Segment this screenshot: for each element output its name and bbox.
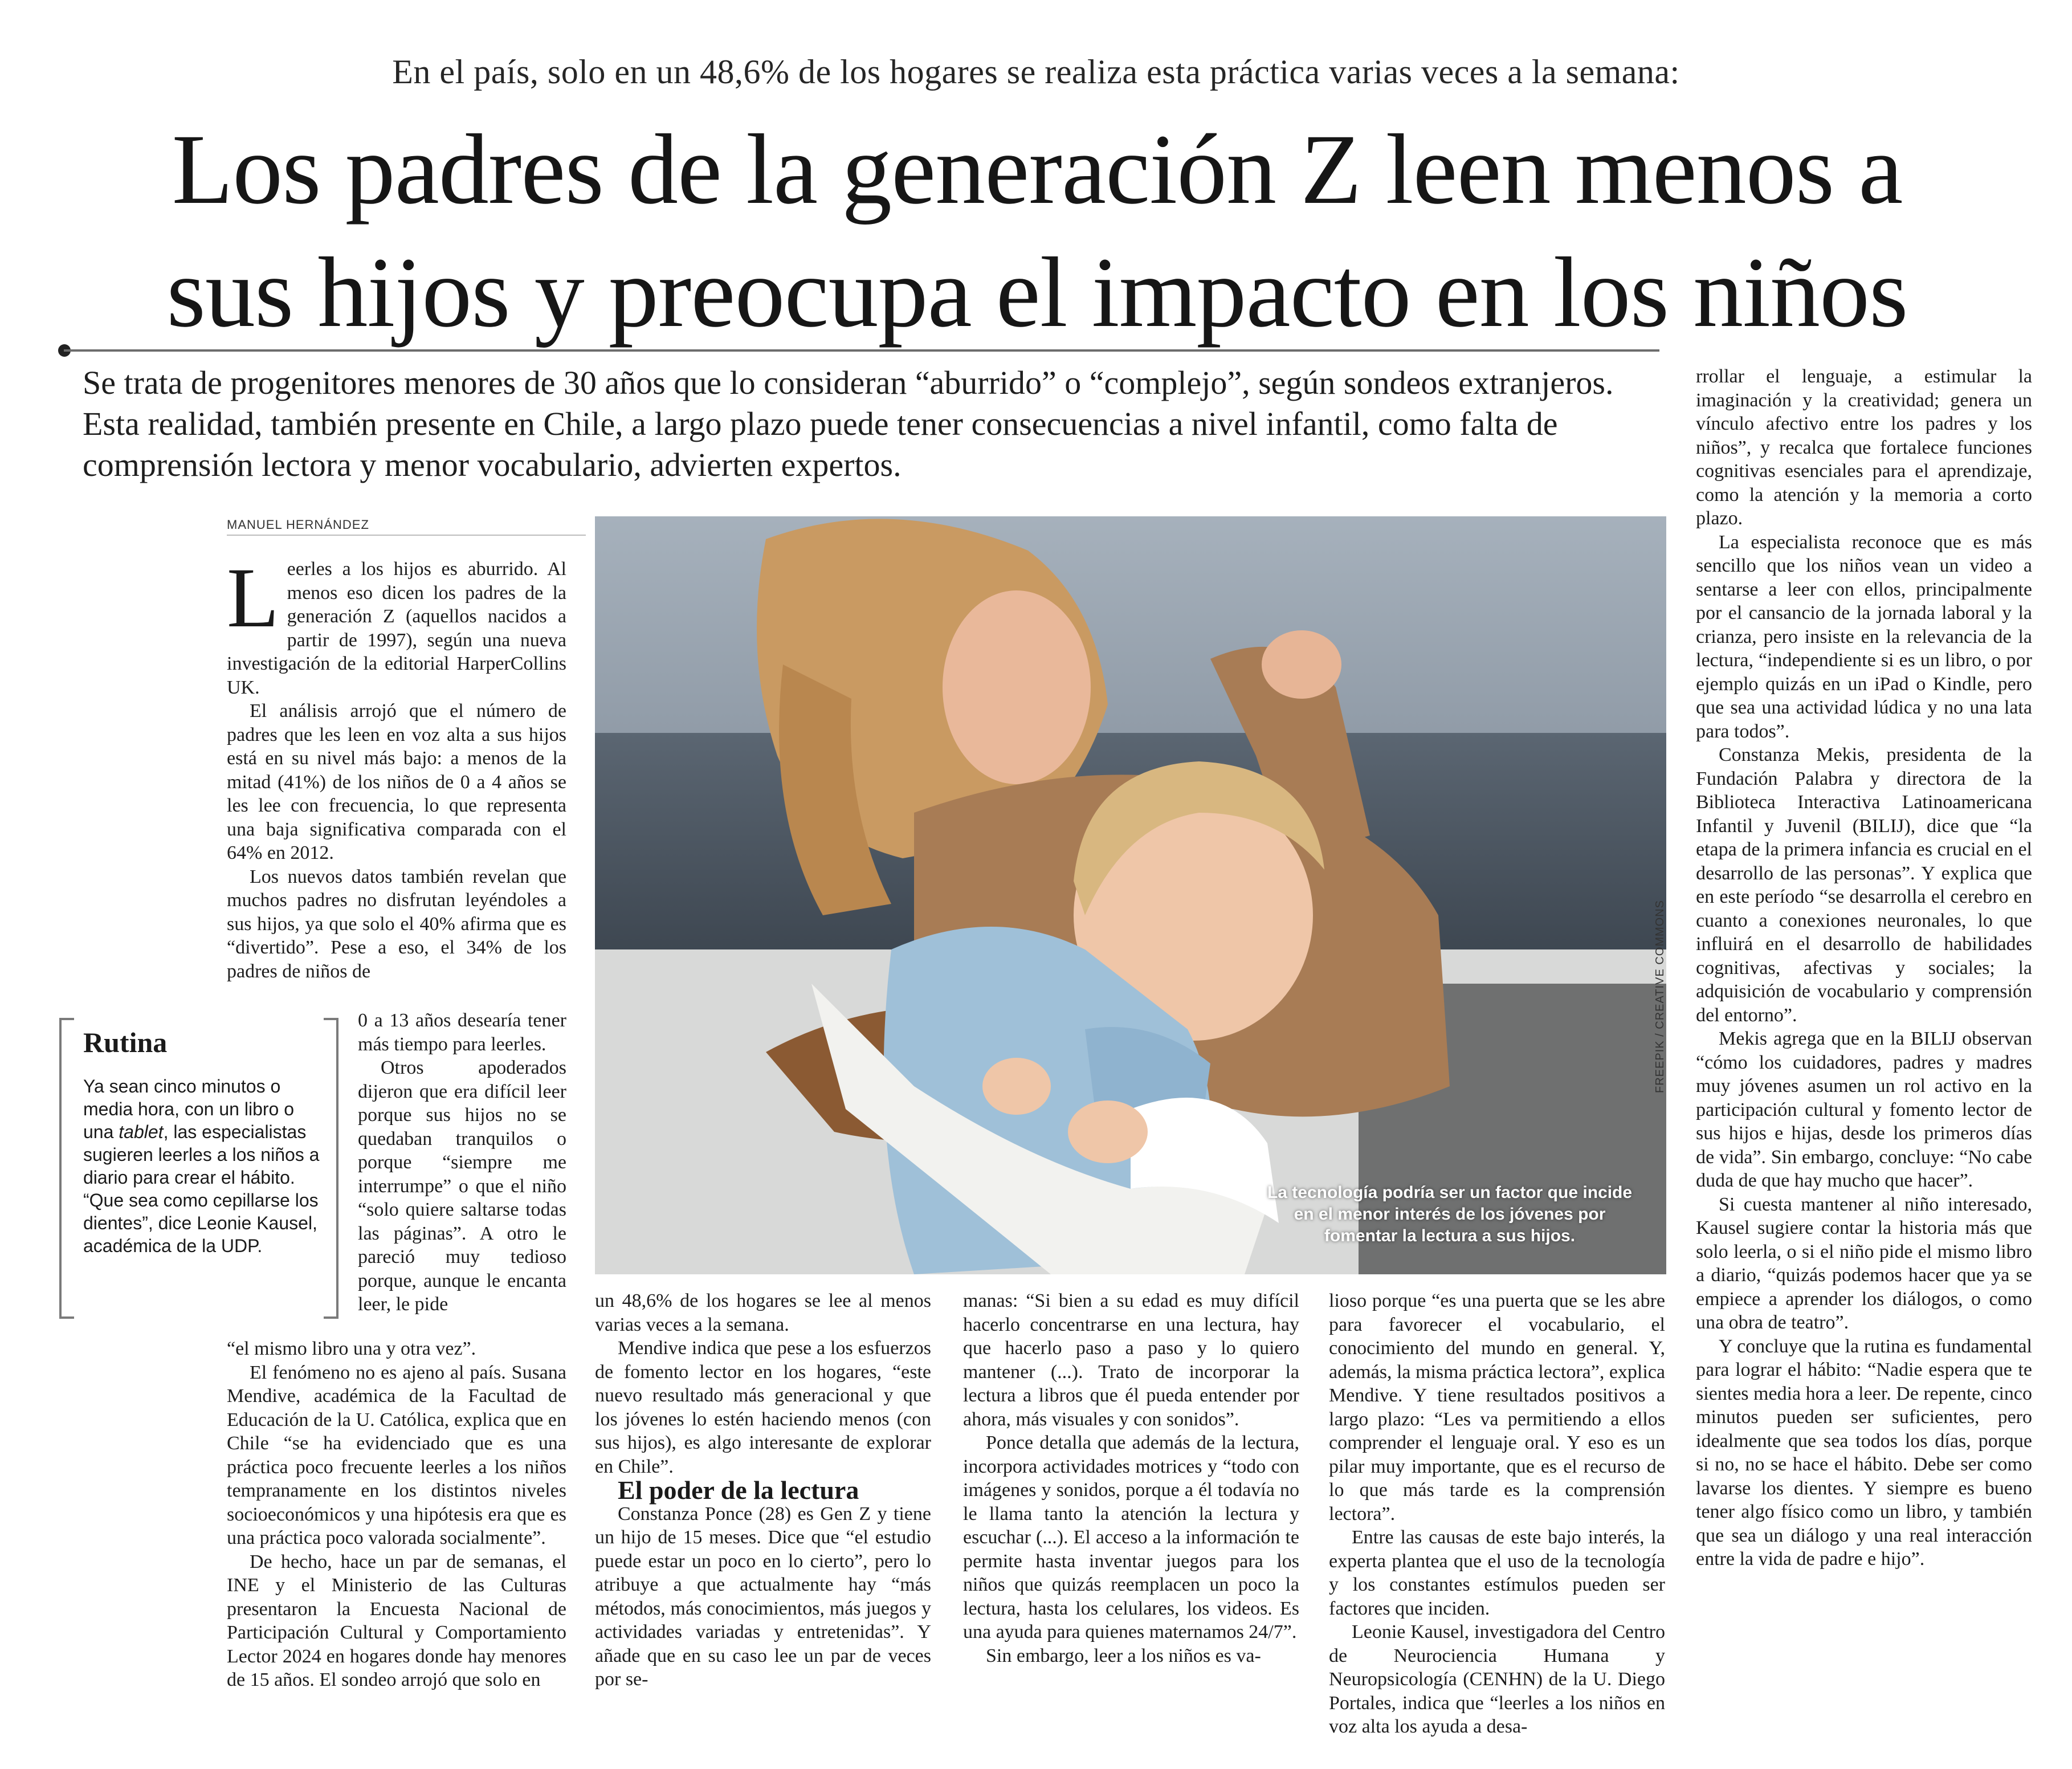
paragraph: manas: “Si bien a su edad es muy difícil hacerlo concentrarse en una lectura, hay que hacerlo paso a paso y lo quiero mantener (...). Trato de incorporar la lectura a libros que él pueda entender por ahora, más visuales y con sonidos”. xyxy=(963,1290,1299,1430)
paragraph: Ponce detalla que además de la lectura, incorpora actividades motrices y “todo con imágenes y sonidos, porque a él todavía no le llama tanto la atención la lectura y escuchar (...). El acceso a la información te permite hasta inventar juegos para los niños que quizás reemplacen un poco la lectura, hasta los celulares, los videos. Es una ayuda para quienes maternamos 24/7”. xyxy=(963,1432,1299,1642)
paragraph: Mendive indica que pese a los esfuerzos de fomento lector en los hogares, “este nuevo resultado más generacional y que los jóvenes lo estén haciendo menos (con sus hijos), es algo interesante de explorar en Chile”. xyxy=(595,1338,931,1477)
paragraph: Y concluye que la rutina es fundamental para lograr el hábito: “Nadie espera que te sientes media hora a leer. De repente, cinco minutos pueden ser suficientes, pero idealmente que sea todos los días, porque si no, no se hace el hábito. Debe ser como lavarse los dientes. Y siempre es bueno tener algo físico como un libro, y también que sea un diálogo y una real interacción entre la vida de padre e hijo”. xyxy=(1696,1335,2033,1570)
paragraph: Constanza Mekis, presidenta de la Fundación Palabra y directora de la Biblioteca Interactiva Latinoamericana Infantil y Juvenil (BILIJ), dice que “la etapa de la primera infancia es crucial en el desarrollo de las personas”. Y explica que en este período “se desarrolla el cerebro en cuanto a conexiones neuronales, lo que influirá en el desarrollo de habilidades cognitivas, afectivas y sociales; la adquisición de vocabulario y comprensión del entorno”. xyxy=(1696,744,2032,1026)
paragraph xyxy=(227,551,566,699)
section-subhead: El poder de la lectura xyxy=(618,1475,859,1505)
article-column-5 xyxy=(1696,365,2032,1571)
paragraph: lioso porque “es una puerta que se les abre para favorecer el vocabulario, el conocimiento del mundo en general. Y, además, la misma práctica lectora”, explica Mendive. Y tiene resultados positivos a largo plazo: “Les va permitiendo a ellos comprender el lenguaje oral. Y eso es un pilar muy importante, que es el recurso de lo que más tarde es la comprensión lectora”. xyxy=(1329,1290,1665,1525)
paragraph: De hecho, hace un par de semanas, el INE y el Ministerio de las Culturas presentaron la Encuesta Nacional de Participación Cultural y Comportamiento Lector 2024 en hogares donde hay menores de 15 años. El sondeo arrojó que solo en xyxy=(227,1551,566,1690)
photo-credit: FREEPIK / CREATIVE COMMONS xyxy=(1654,900,1666,1093)
article-column-1-narrow xyxy=(358,1009,566,1316)
sidebar-text-after: , las especialistas sugieren leerles a los niños a diario para crear el hábito. “Que sea como cepillarse los dientes”, dice Leonie Kausel, académica de la UDP. xyxy=(83,1122,320,1256)
sidebar-bracket-left xyxy=(59,1018,74,1319)
paragraph: Sin embargo, leer a los niños es va- xyxy=(986,1645,1261,1666)
dropcap: L xyxy=(227,551,279,645)
paragraph: Si cuesta mantener al niño interesado, Kausel sugiere contar la historia más que solo leerla, o si el niño pide el mismo libro a diario, “quizás podemos hacer que ya se empiece a aprender los diálogos, o como una obra de teatro”. xyxy=(1696,1193,2032,1333)
headline xyxy=(57,108,2017,354)
byline: MANUEL HERNÁNDEZ xyxy=(227,517,586,536)
article-column-1 xyxy=(227,551,566,983)
photo-illustration xyxy=(595,516,1666,1274)
lead-paragraph: Se trata de progenitores menores de 30 años que lo consideran “aburrido” o “complejo”, según sondeos extranjeros. Esta realidad, también presente en Chile, a largo plazo puede tener consecuencias a nivel infantil, como falta de comprensión lectora y menor vocabulario, advierten expertos. xyxy=(83,364,1614,483)
article-column-1-bottom xyxy=(227,1337,566,1692)
article-column-2 xyxy=(595,1289,931,1691)
paragraph: Los nuevos datos también revelan que muchos padres no disfrutan leyéndoles a sus hijos, ya que solo el 40% afirma que es “divertido”. Pese a eso, el 34% de los padres de niños de xyxy=(227,866,566,982)
paragraph: Leonie Kausel, investigadora del Centro de Neurociencia Humana y Neuropsicología (CENHN) de la U. Diego Portales, indica que “leerles a los niños en voz alta los ayuda a desa- xyxy=(1329,1621,1665,1737)
paragraph: rrollar el lenguaje, a estimular la imaginación y la creatividad; genera un vínculo afectivo entre los padres y los niños”, y recalca que fortalece funciones cognitivas esenciales para el aprendizaje, como la atención y la memoria a corto plazo. xyxy=(1696,366,2032,529)
paragraph: El análisis arrojó que el número de padres que les leen en voz alta a sus hijos está en su nivel más bajo: a menos de la mitad (41%) de los niños de 0 a 4 años se les lee con frecuencia, lo que representa una baja significativa comparada con el 64% en 2012. xyxy=(227,700,566,863)
sidebar-rutina xyxy=(59,1018,338,1314)
paragraph: La especialista reconoce que es más sencillo que los niños vean un video a sentarse a leer con ellos, principalmente por el cansancio de la jornada laboral y la crianza, pero insiste en la relevancia de la lectura, “independiente si es un libro, o por ejemplo quizás en un iPad o Kindle, pero que sea una actividad lúdica y no una lata para todos”. xyxy=(1696,531,2032,742)
headline-line-2: sus hijos y preocupa el impacto en los niños xyxy=(166,237,1908,348)
paragraph: El fenómeno no es ajeno al país. Susana Mendive, académica de la Facultad de Educación de la U. Católica, explica que en Chile “se ha evidenciado que es una práctica poco frecuente leerles a los niños tempranamente en los distintos niveles socioeconómicos y una hipótesis era que es una práctica poco valorada socialmente”. xyxy=(227,1362,566,1548)
paragraph: Constanza Ponce (28) es Gen Z y tiene un hijo de 15 meses. Dice que “el estudio puede estar un poco en lo cierto”, pero lo atribuye a que actualmente hay “más métodos, más conocimientos, más juegos y actividades variadas y entretenidas”. Y añade que en su caso lee un par de veces por se- xyxy=(595,1503,931,1690)
sidebar-title: Rutina xyxy=(83,1026,168,1058)
lead-rule xyxy=(64,349,1659,352)
sidebar-body xyxy=(83,1075,329,1257)
paragraph: Mekis agrega que en la BILIJ observan “cómo los cuidadores, padres y madres muy jóvenes asumen un rol activo en la participación cultural y fomento lector de sus hijos e hijas, desde los primeros días de vida”. Sin embargo, concluye: “No cabe duda de que hay mucho que hacer”. xyxy=(1696,1028,2032,1191)
paragraph: un 48,6% de los hogares se lee al menos varias veces a la semana. xyxy=(595,1290,931,1335)
paragraph: “el mismo libro una y otra vez”. xyxy=(227,1338,476,1359)
article-column-3 xyxy=(963,1289,1299,1668)
paragraph: Otros apoderados dijeron que era difícil leer porque sus hijos no se quedaban tranquilos o porque “siempre me interrumpe” o que el niño “solo quiere saltarse todas las páginas”. A otro le pareció muy tedioso porque, aunque le encanta leer, le pide xyxy=(358,1057,566,1315)
sidebar-text-before: Ya sean cinco minutos o media hora, con un libro o una xyxy=(83,1076,294,1142)
paragraph-text: eerles a los hijos es aburrido. Al menos eso dicen los padres de la generación Z (aquellos nacidos a partir de 1997), según una nueva investigación de la editorial HarperCollins UK. xyxy=(227,559,566,698)
kicker: En el país, solo en un 48,6% de los hogares se realiza esta práctica varias veces a la semana: xyxy=(392,53,1680,91)
article-column-4 xyxy=(1329,1289,1665,1739)
photo-caption: La tecnología podría ser un factor que incide en el menor interés de los jóvenes por fomentar la lectura a sus hijos. xyxy=(1267,1183,1633,1245)
article-photo xyxy=(595,516,1666,1274)
sidebar-text-em: tablet xyxy=(119,1122,164,1142)
paragraph: Entre las causas de este bajo interés, la experta plantea que el uso de la tecnología y los constantes estímulos pueden ser factores que inciden. xyxy=(1329,1527,1665,1619)
paragraph: 0 a 13 años desearía tener más tiempo para leerles. xyxy=(358,1010,566,1055)
headline-line-1: Los padres de la generación Z leen menos a xyxy=(172,114,1903,225)
